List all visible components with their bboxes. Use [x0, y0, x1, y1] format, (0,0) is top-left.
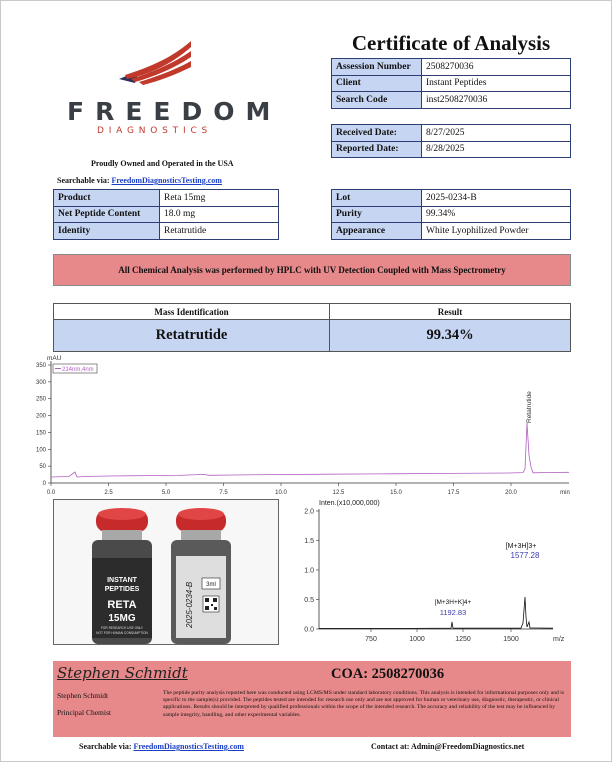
key-cell: Received Date:	[332, 125, 422, 142]
chrom-y-tick-label: 0	[42, 481, 46, 487]
chrom-y-tick-label: 300	[35, 379, 46, 386]
table-row	[54, 190, 279, 207]
ms-x-tick-label: 750	[365, 636, 377, 643]
mass-identification-table	[53, 303, 571, 352]
value-cell: White Lyophilized Powder	[422, 223, 571, 240]
key-cell: Lot	[332, 190, 422, 207]
ms-x-ticks	[365, 629, 519, 643]
vial-photo	[53, 499, 279, 645]
result-cell: 99.34%	[330, 320, 571, 352]
chrom-x-tick-label: min	[560, 490, 570, 496]
key-cell: Search Code	[332, 92, 422, 109]
identity-cell: Retatrutide	[54, 320, 330, 352]
ms-x-tick-label: 1500	[503, 636, 519, 643]
table-row	[332, 223, 571, 240]
vial-dose: 15MG	[108, 613, 136, 624]
coa-number: COA: 2508270036	[331, 666, 445, 682]
dates-table	[331, 124, 571, 158]
key-cell: Assession Number	[332, 59, 422, 76]
header-mass-identification: Mass Identification	[54, 304, 330, 320]
brand-name: FREEDOM	[67, 97, 282, 126]
ms-xunit: m/z	[553, 636, 565, 643]
method-banner: All Chemical Analysis was performed by HPLC with UV Detection Coupled with Mass Spectrometry	[53, 254, 571, 286]
value-cell: 2508270036	[422, 59, 571, 76]
chrom-x-tick-label: 5.0	[161, 490, 171, 496]
table-row	[332, 59, 571, 76]
chrom-y-tick-label: 100	[35, 447, 46, 454]
vial-brand-line2: PEPTIDES	[104, 586, 140, 593]
chrom-trace	[51, 423, 569, 477]
ms-y-tick-label: 2.0	[304, 508, 314, 516]
table-row	[332, 190, 571, 207]
searchable-label: Searchable via:	[57, 176, 110, 185]
table-row	[332, 125, 571, 142]
key-cell: Reported Date:	[332, 141, 422, 158]
mass-spectrum	[293, 495, 577, 651]
key-cell: Identity	[54, 223, 160, 240]
footer-contact[interactable]: Contact at: Admin@FreedomDiagnostics.net	[371, 742, 525, 751]
value-cell: 8/28/2025	[422, 141, 571, 158]
ms-y-tick-label: 0.0	[304, 626, 314, 634]
chrom-y-tick-label: 150	[35, 430, 46, 437]
vial-handwritten-lot: 2025-0234-B	[185, 581, 194, 628]
chrom-x-tick-label: 10.0	[275, 490, 287, 496]
page-title: Certificate of Analysis	[351, 31, 551, 55]
key-cell: Product	[54, 190, 160, 207]
hplc-chromatogram	[29, 351, 589, 501]
ms-x-tick-label: 1250	[455, 636, 471, 643]
signature: Stephen Schmidt	[57, 664, 188, 682]
ms-x-tick-label: 1000	[409, 636, 425, 643]
owned-tagline: Proudly Owned and Operated in the USA	[91, 159, 234, 168]
chrom-x-tick-label: 12.5	[332, 490, 345, 496]
vial-cap-label: 3ml	[206, 582, 216, 588]
table-row	[332, 206, 571, 223]
lot-info-table	[331, 189, 571, 240]
key-cell: Net Peptide Content	[54, 206, 160, 223]
table-header-row	[54, 304, 571, 320]
table-row	[54, 320, 571, 352]
ms-y-ticks	[304, 509, 319, 634]
footer-searchable	[79, 742, 244, 751]
vial-product: RETA	[107, 599, 137, 611]
footer-searchable-label: Searchable via:	[79, 742, 132, 751]
ms-ylabel: Inten.(x10,000,000)	[319, 500, 380, 507]
disclaimer: The peptide purity analysis reported here was conducted using LCMS/MS under standard laboratory conditions. This analysis is intended for informational purposes only and is specific to the sample(s) provided. The peptides tested are intended for research use only and are not approved for human or veterinary use, diagnostic, therapeutic, or clinical applications. Results should be interpreted by qualified professionals within the scope of the intended research. The accuracy and reliability of the test may be influenced by sample integrity, handling, and other experimental variables.	[163, 690, 565, 718]
signer-title: Principal Chemist	[57, 708, 111, 717]
vial-brand-line1: INSTANT	[107, 577, 137, 584]
chrom-y-tick-label: 350	[35, 363, 46, 369]
ms-y-tick-label: 1.5	[304, 538, 314, 545]
value-cell: Retatrutide	[160, 223, 279, 240]
chrom-y-tick-label: 200	[35, 413, 46, 420]
table-row	[332, 141, 571, 158]
ms-y-tick-label: 0.5	[304, 597, 314, 604]
value-cell: Reta 15mg	[160, 190, 279, 207]
ms-peak1-value: 1577.28	[510, 551, 540, 560]
table-row	[332, 92, 571, 109]
searchable-top	[57, 176, 222, 185]
signature-panel	[53, 661, 571, 737]
ms-y-tick-label: 1.0	[304, 567, 314, 575]
brand-subtitle: DIAGNOSTICS	[97, 126, 213, 136]
key-cell: Client	[332, 75, 422, 92]
chrom-y-tick-label: 50	[39, 464, 46, 471]
chrom-x-tick-label: 20.0	[505, 490, 517, 496]
key-cell: Appearance	[332, 223, 422, 240]
value-cell: 18.0 mg	[160, 206, 279, 223]
header-result: Result	[330, 304, 571, 320]
vial-fine-print-1: FOR RESEARCH USE ONLY	[100, 626, 144, 630]
table-row	[54, 223, 279, 240]
signer-name: Stephen Schmidt	[57, 691, 109, 700]
value-cell: 99.34%	[422, 206, 571, 223]
value-cell: 2025-0234-B	[422, 190, 571, 207]
chrom-x-tick-label: 2.5	[104, 490, 113, 496]
product-info-table	[53, 189, 279, 240]
table-row	[332, 75, 571, 92]
header-info-table	[331, 58, 571, 109]
chrom-x-tick-label: 0.0	[46, 490, 56, 496]
footer-searchable-link[interactable]: FreedomDiagnosticsTesting.com	[133, 742, 244, 751]
chrom-y-ticks	[36, 363, 51, 487]
value-cell: inst2508270036	[422, 92, 571, 109]
chrom-x-tick-label: 7.5	[219, 490, 228, 496]
vial-illustration-icon	[54, 500, 279, 645]
value-cell: Instant Peptides	[422, 75, 571, 92]
chrom-x-tick-label: 15.0	[390, 490, 402, 496]
chrom-legend-label: 214nm,4nm	[62, 367, 94, 373]
chrom-y-tick-label: 250	[35, 396, 46, 403]
ms-peak2-label: [M+3H+K]4+	[434, 599, 472, 606]
vial-fine-print-2: NOT FOR HUMAN CONSUMPTION	[96, 631, 148, 635]
ms-peak1-label: [M+3H]3+	[505, 543, 537, 550]
flag-eagle-logo-icon	[113, 39, 193, 87]
searchable-link[interactable]: FreedomDiagnosticsTesting.com	[111, 176, 222, 185]
chrom-peak-label: Retatrutide	[526, 391, 533, 423]
ms-peak2-value: 1192.83	[439, 608, 467, 617]
chrom-ylabel: mAU	[47, 355, 62, 362]
table-row	[54, 206, 279, 223]
chrom-x-tick-label: 17.5	[447, 490, 460, 496]
value-cell: 8/27/2025	[422, 125, 571, 142]
key-cell: Purity	[332, 206, 422, 223]
